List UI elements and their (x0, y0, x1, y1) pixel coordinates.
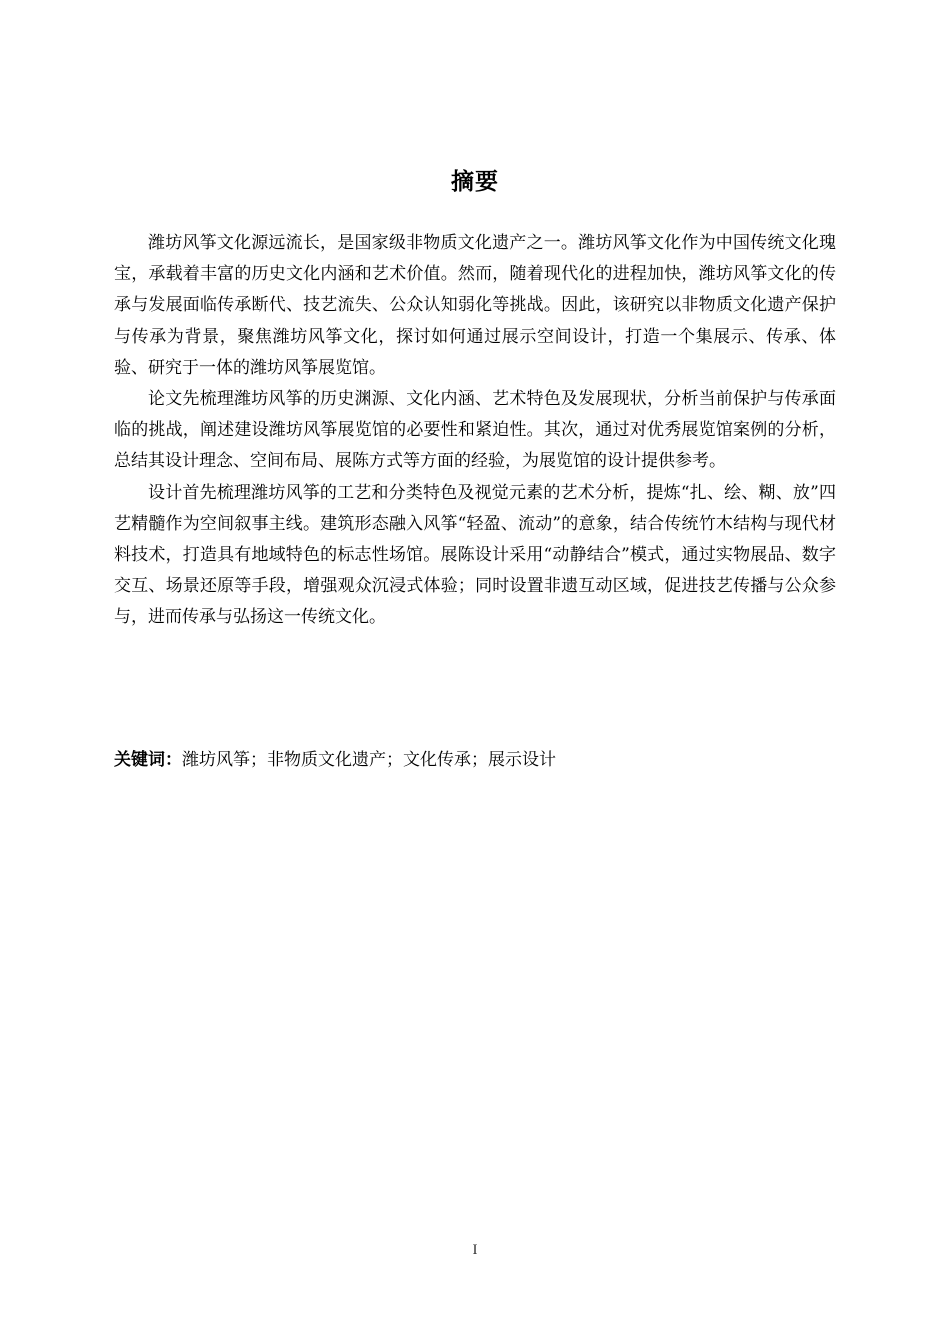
keywords-label: 关键词： (114, 750, 182, 770)
abstract-paragraph-2: 论文先梳理潍坊风筝的历史渊源、文化内涵、艺术特色及发展现状，分析当前保护与传承面临的挑战，阐述建设潍坊风筝展览馆的必要性和紧迫性。其次，通过对优秀展览馆案例的分析，总结其设计理念、空间布局、展陈方式等方面的经验，为展览馆的设计提供参考。 (114, 389, 836, 472)
keywords-text: 潍坊风筝；非物质文化遗产；文化传承；展示设计 (182, 750, 556, 770)
abstract-paragraph-3: 设计首先梳理潍坊风筝的工艺和分类特色及视觉元素的艺术分析，提炼“扎、绘、糊、放”四艺精髓作为空间叙事主线。建筑形态融入风筝“轻盈、流动”的意象，结合传统竹木结构与现代材料技术，打造具有地域特色的标志性场馆。展陈设计采用“动静结合”模式，通过实物展品、数字交互、场景还原等手段，增强观众沉浸式体验；同时设置非遗互动区域，促进技艺传播与公众参与，进而传承与弘扬这一传统文化。 (114, 482, 836, 628)
abstract-title: 摘要 (451, 169, 499, 195)
page-number: I (472, 1242, 478, 1258)
abstract-paragraph-1: 潍坊风筝文化源远流长，是国家级非物质文化遗产之一。潍坊风筝文化作为中国传统文化瑰宝，承载着丰富的历史文化内涵和艺术价值。然而，随着现代化的进程加快，潍坊风筝文化的传承与发展面临传承断代、技艺流失、公众认知弱化等挑战。因此，该研究以非物质文化遗产保护与传承为背景，聚焦潍坊风筝文化，探讨如何通过展示空间设计，打造一个集展示、传承、体验、研究于一体的潍坊风筝展览馆。 (114, 233, 836, 378)
keywords-line (114, 745, 836, 776)
abstract-body (114, 228, 836, 634)
